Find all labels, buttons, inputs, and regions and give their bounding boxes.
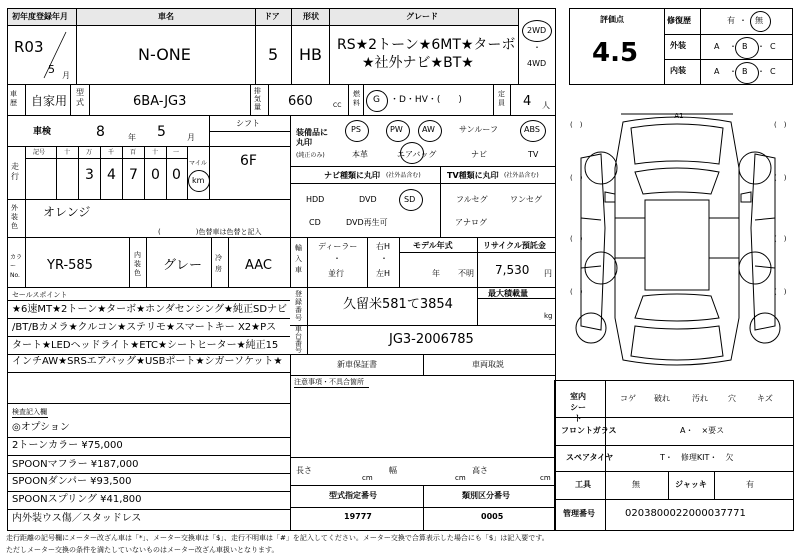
exterior-grade-label: 外装 <box>670 41 686 50</box>
equip-pw: PW <box>390 125 403 134</box>
registration-label: 登録番号 <box>295 290 302 322</box>
car-damage-diagram <box>561 108 795 376</box>
dim-length: 長さ <box>296 466 312 475</box>
exterior-grade-a: A <box>714 42 720 51</box>
equip-navi: ナビ <box>471 150 487 159</box>
interior-seat-label: 室内シート <box>570 392 586 423</box>
ac-label: 冷房 <box>215 254 222 273</box>
recycle-label: リサイクル預託金 <box>483 241 546 250</box>
dim-width: 幅 <box>389 466 397 475</box>
class-number-label: 類別区分番号 <box>462 491 510 500</box>
inspection-label: 車検 <box>33 127 52 137</box>
recycle-value: 7,530 <box>495 263 530 277</box>
reg-month-unit: 月 <box>62 71 70 80</box>
shift-label: シフト <box>236 119 260 128</box>
score-value: 4.5 <box>592 38 639 68</box>
import-dot2: ・ <box>380 254 388 263</box>
ext-color-value: オレンジ <box>43 205 91 219</box>
grade-label: グレード <box>406 12 438 21</box>
inspector-line-6: 内外装ウス傷／スタッドレス <box>12 513 142 524</box>
model-year-unknown: 不明 <box>458 269 474 278</box>
equipment-label2: (純正のみ) <box>296 152 325 159</box>
interior-grade-c: C <box>770 67 776 76</box>
door-count: 5 <box>268 45 279 64</box>
equip-sunroof: サンルーフ <box>459 125 498 134</box>
mileage-unit-0: 十 <box>64 149 71 156</box>
diagram-right-2: ( ) <box>774 174 787 182</box>
exterior-dot-1: ・ <box>729 42 737 51</box>
import-parallel: 並行 <box>328 269 344 278</box>
mileage-unit-4: 十 <box>152 149 159 156</box>
seat-hole: 穴 <box>728 394 736 403</box>
chassis-label: 車台番号 <box>295 325 302 354</box>
spare-tire-value: T・ 修理KIT・ 欠 <box>660 453 734 462</box>
drive-2wd: 2WD <box>527 26 547 35</box>
type-number-label: 型式指定番号 <box>329 491 377 500</box>
shift-value: 6F <box>240 153 257 169</box>
sales-line-1: ★6速MT★2トーン★ターボ★ホンダセンシング★純正SDナビ <box>12 304 288 315</box>
mileage-digit-5: 0 <box>172 167 181 183</box>
navi-hdd: HDD <box>306 195 325 204</box>
management-label: 管理番号 <box>563 509 595 518</box>
interior-grade-label: 内装 <box>670 66 686 75</box>
navi-dvd: DVD <box>359 195 377 204</box>
mileage-label: 走行 <box>11 162 19 181</box>
mileage-unit-1: 万 <box>86 149 93 156</box>
fuel-label: 燃料 <box>353 90 360 107</box>
capacity-value: 4 <box>523 94 532 109</box>
tv-note: (社外品含む) <box>504 172 539 179</box>
windshield-label: フロントガラス <box>561 426 617 435</box>
diagram-right-1: ( ) <box>774 121 787 129</box>
sales-line-4: インチAW★SRSエアバッグ★USBポート★シガーソケット★ <box>12 356 283 367</box>
registration-value: 久留米581て3854 <box>343 297 453 312</box>
repair-dot: ・ <box>739 16 747 25</box>
warranty-new-car: 新車保証書 <box>337 360 377 369</box>
usage-value: 自家用 <box>31 94 68 108</box>
management-value: 0203800022000037771 <box>625 508 746 519</box>
sales-line-3: タート★LEDヘッドライト★ETC★シートヒーター★純正15 <box>12 340 279 351</box>
mileage-unit-3: 百 <box>130 149 137 156</box>
reg-year: R03 <box>14 38 44 56</box>
interior-color-label: 内装色 <box>134 251 141 277</box>
diagram-left-2: ( ) <box>570 174 583 182</box>
a1-marker: A1 <box>674 112 684 120</box>
tools-value: 無 <box>632 480 640 489</box>
navi-title: ナビ種類に丸印 <box>324 171 380 180</box>
drive-4wd: 4WD <box>527 59 547 68</box>
shape-label: 形状 <box>303 12 319 21</box>
mileage-digit-2: 4 <box>107 167 116 183</box>
reg-month: 5 <box>48 63 55 76</box>
mileage-sign-label: 記号 <box>33 149 46 156</box>
km-unit: km <box>192 176 205 185</box>
inspector-line-1: ◎オプション <box>12 422 70 433</box>
displacement-value: 660 <box>288 94 313 109</box>
exterior-dot-2: ・ <box>757 42 765 51</box>
footer-line-1: 走行距離の記号欄にメーター改ざん車は「*」、メーター交換車は「$」、走行不明車は「#」を記入してください。メーター交換で合算表示した場合にも「$」は記入要です。 <box>6 534 549 542</box>
interior-dot-1: ・ <box>729 67 737 76</box>
model-value: 6BA-JG3 <box>133 94 187 109</box>
exterior-grade-c: C <box>770 42 776 51</box>
reg-year-label: 初年度登録年月 <box>12 12 68 21</box>
dim-height-cm: cm <box>540 474 551 482</box>
equip-ps: PS <box>351 125 361 134</box>
navi-note: (社外品含む) <box>386 172 421 179</box>
import-lh: 左H <box>376 269 391 278</box>
usage-label: 車歴 <box>10 90 17 107</box>
inspector-line-3: SPOONマフラー ¥187,000 <box>12 459 139 470</box>
repair-history-label: 修復歴 <box>667 16 691 25</box>
navi-cd: CD <box>309 218 321 227</box>
ext-color-label: 外装色 <box>11 204 18 230</box>
header-strip <box>8 9 518 25</box>
drive-dot: ・ <box>533 43 541 52</box>
diagram-right-4: ( ) <box>774 288 787 296</box>
spare-tire-label: スペアタイヤ <box>566 453 614 462</box>
class-number-value: 0005 <box>481 512 504 521</box>
dim-height: 高さ <box>472 466 488 475</box>
max-load-kg: kg <box>544 312 553 320</box>
import-label: 輸入車 <box>295 244 302 274</box>
dim-length-cm: cm <box>362 474 373 482</box>
dim-width-cm: cm <box>455 474 466 482</box>
interior-dot-2: ・ <box>757 67 765 76</box>
inspection-year: 8 <box>96 124 105 140</box>
fuel-rest: ・D・HV・( ) <box>390 95 462 105</box>
navi-dvd-play: DVD再生可 <box>346 218 388 227</box>
type-number-value: 19777 <box>344 512 372 521</box>
cc-unit: CC <box>333 102 342 109</box>
door-label: ドア <box>264 12 280 21</box>
inspection-month-unit: 月 <box>187 133 195 142</box>
inspector-line-5: SPOONスプリング ¥41,800 <box>12 494 142 505</box>
windshield-value: A・ ×要ス <box>680 426 725 435</box>
repair-no: 無 <box>755 16 763 25</box>
mile-label: マイル <box>189 160 207 167</box>
sales-line-2: /BT/Bカメラ★クルコン★ステリモ★スマートキー X2★Pス <box>12 322 277 333</box>
exterior-grade-b: B <box>742 42 748 51</box>
diagram-left-3: ( ) <box>570 235 583 243</box>
inspector-line-4: SPOONダンパー ¥93,500 <box>12 476 132 487</box>
capacity-unit: 人 <box>542 101 550 110</box>
seat-tear: 破れ <box>654 394 670 403</box>
interior-color-value: グレー <box>163 258 203 273</box>
recycle-unit: 円 <box>544 269 552 278</box>
tools-label: 工具 <box>575 480 591 489</box>
import-dealer: ディーラー <box>318 242 358 251</box>
tv-analog: アナログ <box>455 218 487 227</box>
mileage-digit-3: 7 <box>129 167 138 183</box>
diagram-left-4: ( ) <box>570 288 583 296</box>
tv-fullseg: フルセグ <box>456 195 488 204</box>
max-load-label: 最大積載量 <box>488 289 528 298</box>
mileage-unit-2: 千 <box>108 149 115 156</box>
navi-sd: SD <box>404 195 416 204</box>
tv-title: TV種類に丸印 <box>447 171 499 180</box>
displacement-label: 排気量 <box>254 87 261 111</box>
equip-tv: TV <box>528 150 539 159</box>
repair-yes: 有 <box>727 16 735 25</box>
inspection-month: 5 <box>157 124 166 140</box>
seat-burn: コゲ <box>620 394 636 403</box>
inspector-line-2: 2トーンカラー ¥75,000 <box>12 440 123 451</box>
interior-grade-a: A <box>714 67 720 76</box>
equip-leather: 本革 <box>352 150 368 159</box>
fuel-g: G <box>373 95 380 105</box>
chassis-value: JG3-2006785 <box>389 332 474 347</box>
equip-airbag: エアバッグ <box>397 150 437 159</box>
equipment-label: 装備品に丸印 <box>296 128 328 147</box>
mileage-unit-5: 一 <box>173 149 180 156</box>
color-no-label: カラーNo. <box>10 254 23 279</box>
seat-scratch: キズ <box>757 394 773 403</box>
inspection-year-unit: 年 <box>128 133 136 142</box>
inspector-label: 検査記入欄 <box>12 408 47 416</box>
import-dot: ・ <box>333 254 341 263</box>
score-label: 評価点 <box>600 15 624 24</box>
grade-line1: RS★2トーン★6MT★ターボ <box>337 37 516 53</box>
body-shape: HB <box>299 45 323 64</box>
jack-value: 有 <box>746 480 754 489</box>
sales-points-label: セールスポイント <box>12 291 68 299</box>
import-rh: 右H <box>376 242 391 251</box>
interior-grade-b: B <box>742 67 748 76</box>
equip-abs: ABS <box>524 125 540 134</box>
footer-line-2: ただしメーター交換の条件を満たしていないものはメーター改ざん車扱いとなります。 <box>6 546 279 554</box>
grade-line2: ★社外ナビ★BT★ <box>362 55 474 71</box>
repaint-note: ( )色替車は色替と記入 <box>158 228 262 236</box>
capacity-label: 定員 <box>498 90 505 107</box>
seat-stain: 汚れ <box>692 394 708 403</box>
ac-value: AAC <box>245 258 272 273</box>
diagram-right-3: ( ) <box>774 235 787 243</box>
notes-label: 注意事項・不具合箇所 <box>294 378 364 386</box>
mileage-digit-1: 3 <box>85 167 94 183</box>
model-label: 型式 <box>76 88 84 107</box>
car-name: N-ONE <box>138 45 191 64</box>
warranty-manual: 車両取説 <box>472 360 504 369</box>
equip-aw: AW <box>422 125 435 134</box>
jack-label: ジャッキ <box>675 480 707 489</box>
car-name-label: 車名 <box>158 12 174 21</box>
model-year-label: モデル年式 <box>413 241 453 250</box>
tv-oneseg: ワンセグ <box>510 195 542 204</box>
model-year-unit: 年 <box>432 269 440 278</box>
mileage-digit-4: 0 <box>151 167 160 183</box>
color-no-value: YR-585 <box>47 258 93 273</box>
diagram-left-1: ( ) <box>570 121 583 129</box>
